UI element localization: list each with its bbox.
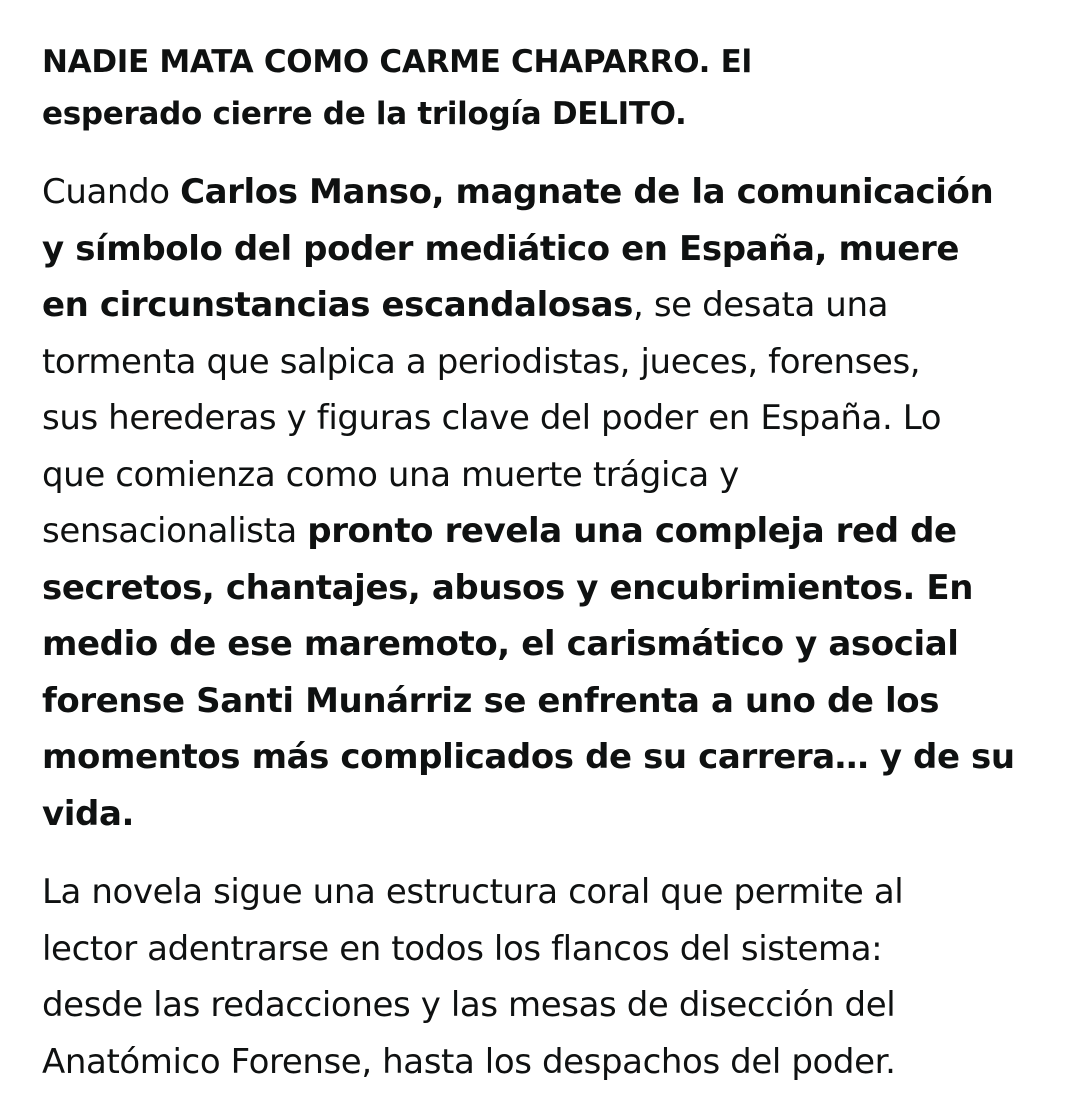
bold-segment: forense Santi Munárriz se enfrenta a uno de los — [42, 680, 940, 721]
text-segment: , se desata una — [633, 285, 889, 325]
text-segment: que comienza como una muerte trágica y — [42, 454, 739, 495]
text-line: lector adentrarse en todos los flancos del sistema: — [42, 928, 883, 969]
bold-segment: secretos, chantajes, abusos y encubrimientos. En — [42, 567, 974, 608]
text-segment: sus herederas y figuras clave del poder en España. Lo — [42, 398, 942, 438]
text-segment: Cuando — [42, 172, 181, 212]
bold-segment: momentos más complicados de su carrera… y de su — [42, 737, 1015, 777]
text-line: Anatómico Forense, hasta los despachos del poder. — [42, 1041, 896, 1082]
bold-segment: en circunstancias escandalosas — [42, 285, 634, 325]
text-segment: tormenta que salpica a periodistas, jueces, forenses, — [42, 341, 921, 382]
headline — [42, 36, 1042, 140]
headline-line: NADIE MATA COMO CARME CHAPARRO. El — [42, 44, 752, 80]
bold-segment: y símbolo del poder mediático en España, muere — [42, 228, 959, 269]
bold-segment: vida. — [42, 793, 135, 834]
headline-line: esperado cierre de la trilogía DELITO. — [42, 96, 687, 132]
text-line: La novela sigue una estructura coral que permite al — [42, 872, 904, 912]
synopsis-paragraph — [42, 164, 1042, 842]
structure-paragraph — [42, 864, 1042, 1090]
bold-segment: pronto revela una compleja red de — [307, 511, 957, 551]
text-segment: sensacionalista — [42, 511, 308, 551]
text-line: desde las redacciones y las mesas de disección del — [42, 985, 896, 1025]
bold-segment: medio de ese maremoto, el carismático y asocial — [42, 624, 959, 664]
bold-segment: Carlos Manso, magnate de la comunicación — [180, 172, 994, 212]
book-description — [42, 36, 1042, 1090]
